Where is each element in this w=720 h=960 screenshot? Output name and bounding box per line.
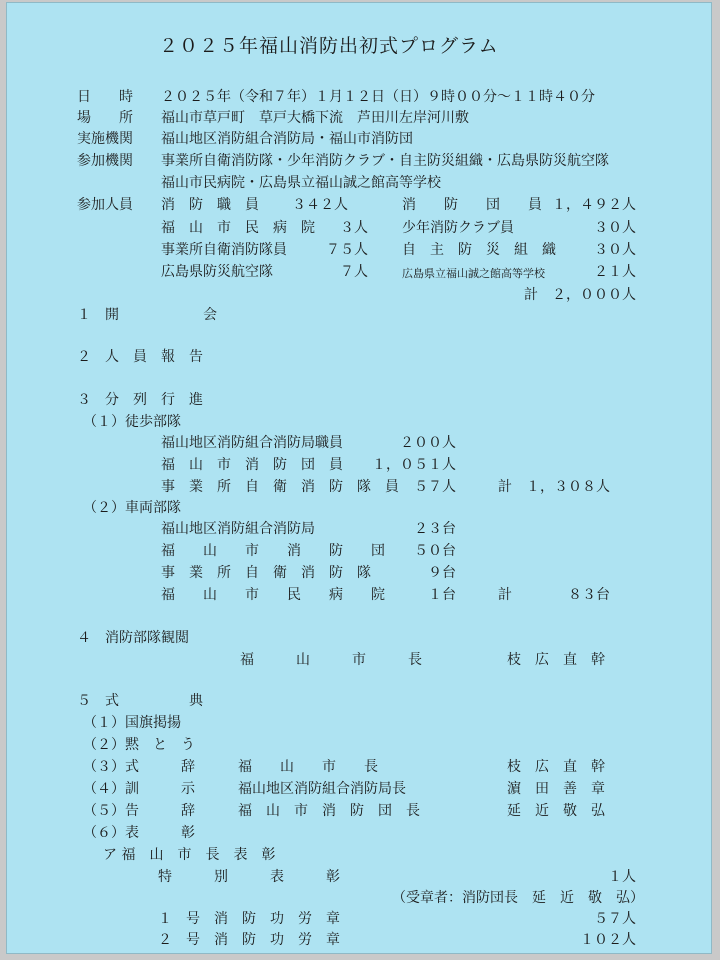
section-roll-call: ２ 人 員 報 告: [77, 349, 203, 365]
foot-unit-name: 福 山 市 消 防 団 員: [161, 457, 343, 473]
foot-unit-name: 事 業 所 自 衛 消 防 隊 員: [161, 479, 399, 495]
review-person: 枝 広 直 幹: [507, 652, 605, 668]
people-name: 福 山 市 民 病 院: [161, 220, 315, 236]
place-label: 場 所: [77, 110, 133, 126]
people-total: 計 ２，０００人: [524, 287, 636, 303]
vehicle-units-total: ８３台: [568, 587, 610, 603]
vehicle-unit-name: 事 業 所 自 衛 消 防 隊: [161, 565, 371, 581]
people-name: 消 防 職 員: [161, 197, 259, 213]
special-award-count: １人: [608, 869, 636, 885]
program-sheet: [6, 2, 712, 954]
ceremony-person: 枝 広 直 幹: [507, 759, 605, 775]
ceremony-role: 福山地区消防組合消防局長: [238, 781, 406, 797]
ceremony-role: 福 山 市 長: [238, 759, 378, 775]
foot-unit-count: ５７人: [414, 479, 456, 495]
ceremony-item: （２）黙 と う: [83, 737, 195, 753]
people-label: 参加人員: [77, 197, 133, 213]
vehicle-unit-name: 福 山 市 民 病 院: [161, 587, 385, 603]
medal-1-label: １ 号 消 防 功 労 章: [158, 911, 340, 927]
review-role: 福 山 市 長: [240, 652, 422, 668]
foot-unit-name: 福山地区消防組合消防局職員: [161, 435, 343, 451]
foot-unit-count: １，０５１人: [372, 457, 456, 473]
vehicle-unit-count: ２３台: [414, 521, 456, 537]
people-name: 広島県立福山誠之館高等学校: [402, 267, 545, 280]
section-review-heading: ４ 消防部隊観閲: [77, 630, 189, 646]
section-parade-heading: ３ 分 列 行 進: [77, 392, 203, 408]
people-name: 事業所自衛消防隊員: [161, 242, 287, 258]
section-opening: １ 開 会: [77, 307, 217, 323]
people-count: ３４２人: [292, 197, 348, 213]
people-count: ３０人: [594, 220, 636, 236]
ceremony-item: （５）告 辞: [83, 803, 195, 819]
ceremony-item: （３）式 辞: [83, 759, 195, 775]
vehicle-unit-name: 福山地区消防組合消防局: [161, 521, 315, 537]
vehicle-unit-count: ９台: [428, 565, 456, 581]
people-name: 広島県防災航空隊: [161, 264, 273, 280]
people-count: １，４９２人: [552, 197, 636, 213]
medal-1-count: ５７人: [594, 911, 636, 927]
ceremony-role: 福 山 市 消 防 団 長: [238, 803, 420, 819]
foot-unit-count: ２００人: [400, 435, 456, 451]
section-ceremony-heading: ５ 式 典: [77, 693, 203, 709]
org-label: 実施機関: [77, 131, 133, 147]
people-count: ３人: [340, 220, 368, 236]
mayor-award-heading: ア 福 山 市 長 表 彰: [103, 847, 276, 863]
people-count: ２１人: [594, 264, 636, 280]
medal-2-label: ２ 号 消 防 功 労 章: [158, 932, 340, 948]
participants-line-2: 福山市民病院・広島県立福山誠之館高等学校: [161, 175, 441, 191]
recipient-note: （受章者：消防団長 延 近 敬 弘）: [392, 890, 644, 906]
org-value: 福山地区消防組合消防局・福山市消防団: [161, 131, 413, 147]
people-name: 少年消防クラブ員: [402, 220, 514, 236]
vehicle-unit-count: ５０台: [414, 543, 456, 559]
datetime-label: 日 時: [77, 89, 133, 105]
ceremony-person: 延 近 敬 弘: [507, 803, 605, 819]
vehicle-unit-name: 福 山 市 消 防 団: [161, 543, 385, 559]
ceremony-item: （６）表 彰: [83, 825, 195, 841]
participants-line-1: 事業所自衛消防隊・少年消防クラブ・自主防災組織・広島県防災航空隊: [161, 153, 609, 169]
foot-units-heading: （１）徒歩部隊: [83, 414, 181, 430]
participants-label: 参加機関: [77, 153, 133, 169]
page-title: ２０２５年福山消防出初式プログラム: [159, 35, 499, 57]
vehicle-unit-count: １台: [428, 587, 456, 603]
vehicle-units-heading: （２）車両部隊: [83, 500, 181, 516]
people-name: 自 主 防 災 組 織: [402, 242, 556, 258]
people-count: ７人: [340, 264, 368, 280]
place-value: 福山市草戸町 草戸大橋下流 芦田川左岸河川敷: [161, 110, 469, 126]
vehicle-total-label: 計: [498, 587, 512, 603]
ceremony-item: （４）訓 示: [83, 781, 195, 797]
ceremony-item: （１）国旗掲揚: [83, 715, 181, 731]
people-count: ３０人: [594, 242, 636, 258]
foot-units-total: 計 １，３０８人: [498, 479, 610, 495]
people-count: ７５人: [326, 242, 368, 258]
ceremony-person: 濵 田 善 章: [507, 781, 605, 797]
people-name: 消 防 団 員: [402, 197, 542, 213]
special-award-label: 特 別 表 彰: [158, 869, 340, 885]
medal-2-count: １０２人: [580, 932, 636, 948]
datetime-value: ２０２５年（令和７年）１月１２日（日）９時００分～１１時４０分: [161, 89, 595, 105]
